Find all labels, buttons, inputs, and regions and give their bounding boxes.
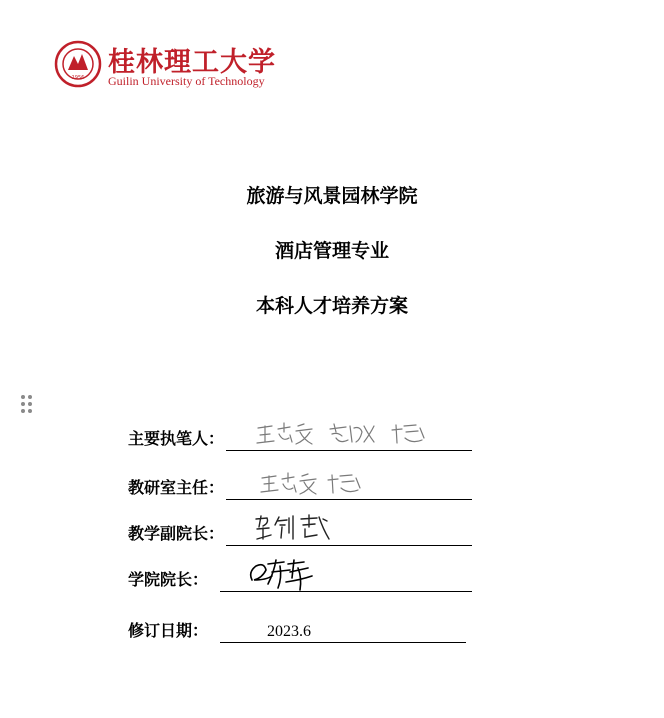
revision-date-value: 2023.6 — [267, 623, 311, 640]
signature-label: 主要执笔人： — [128, 429, 225, 448]
signature-label: 教学副院长： — [128, 524, 225, 543]
signature-line — [226, 450, 472, 451]
university-name-en: Guilin University of Technology — [108, 74, 265, 88]
signature-line — [226, 545, 472, 546]
major-title: 酒店管理专业 — [274, 240, 389, 262]
svg-text:1956: 1956 — [71, 75, 85, 81]
school-title: 旅游与风景园林学院 — [246, 185, 418, 207]
signature-label: 学院院长： — [128, 570, 209, 589]
plan-title: 本科人才培养方案 — [255, 295, 408, 317]
writer-signature-image — [256, 420, 446, 448]
signature-row-dean — [128, 560, 474, 592]
revision-date-row — [128, 611, 474, 643]
vice-dean-signature-image — [253, 513, 333, 543]
director-signature-image — [260, 471, 410, 497]
signature-label: 教研室主任： — [128, 478, 225, 497]
signature-line — [226, 499, 472, 500]
signature-row-vice-dean — [128, 514, 474, 546]
university-name-cn: 桂林理工大学 — [108, 47, 276, 78]
signature-row-writer — [128, 419, 474, 451]
signature-line — [220, 642, 466, 643]
dean-signature-image — [246, 558, 316, 594]
revision-date-label: 修订日期： — [128, 621, 209, 640]
signature-row-director — [128, 468, 474, 500]
university-logo — [54, 38, 294, 94]
drag-handle-icon[interactable] — [21, 395, 35, 415]
university-seal-icon — [54, 40, 102, 88]
